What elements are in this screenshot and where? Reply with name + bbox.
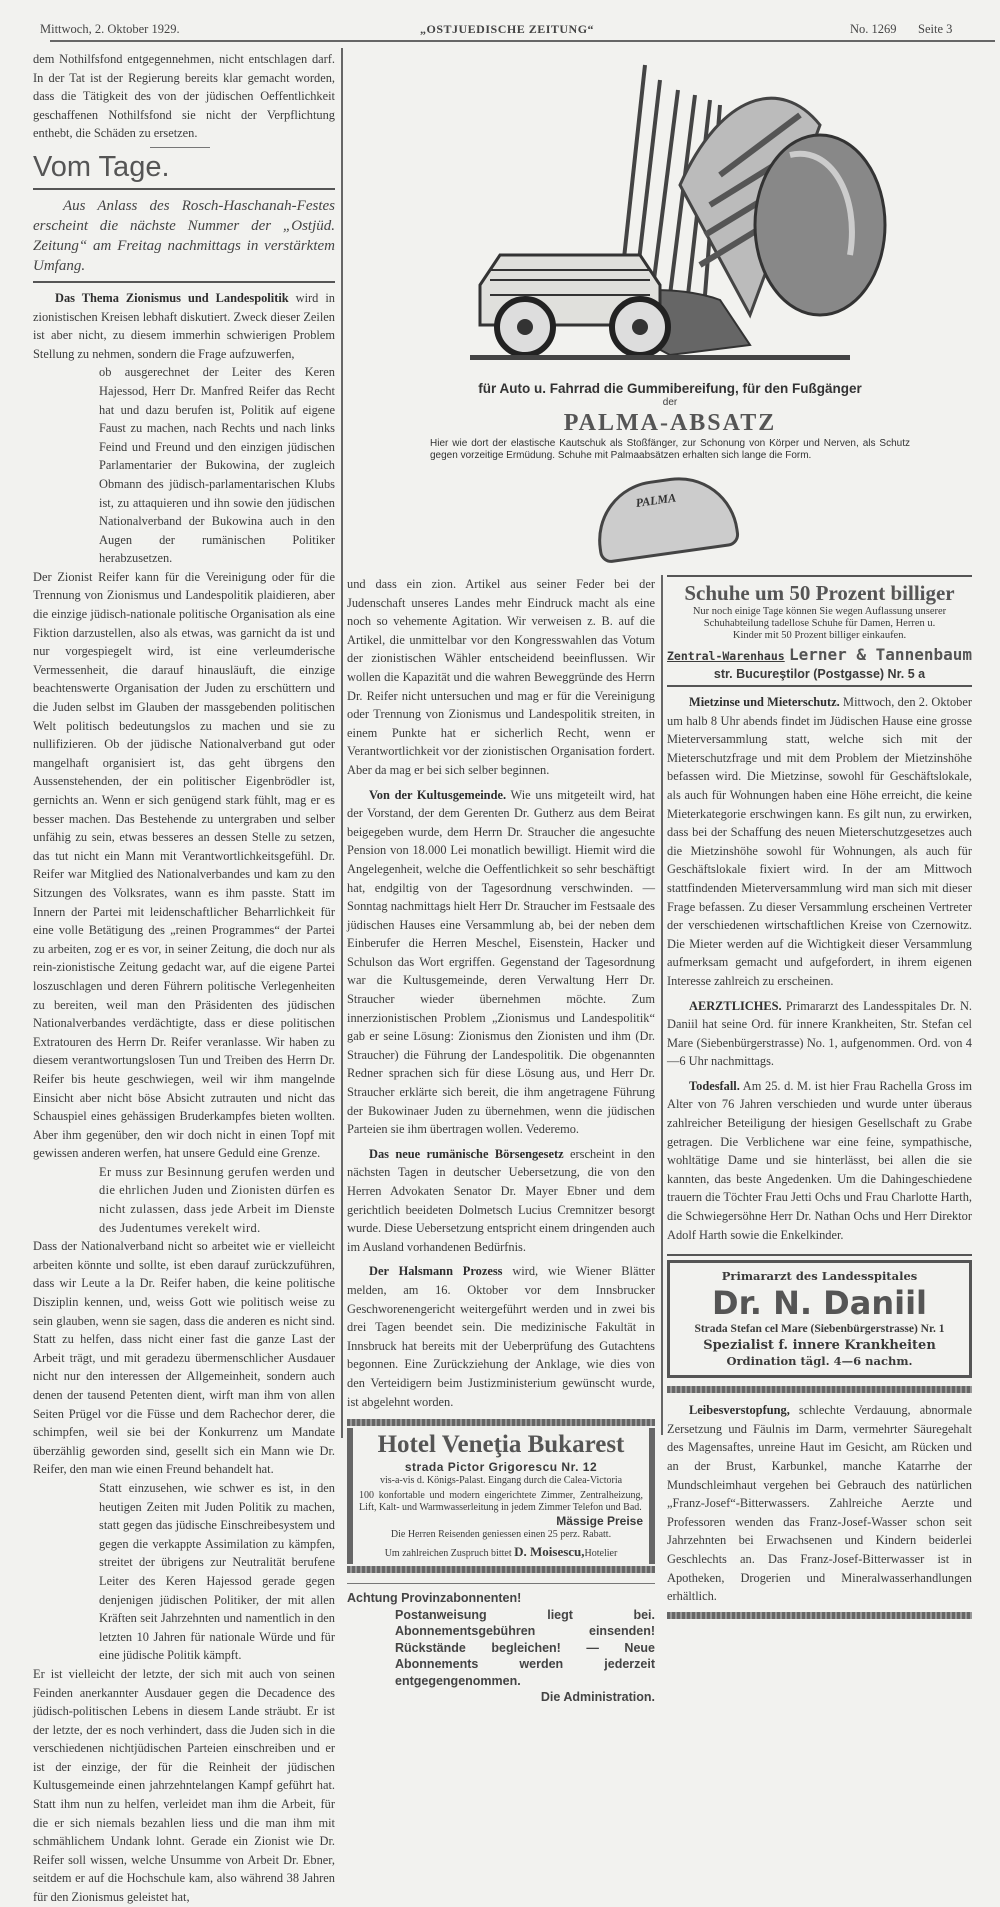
- store-name: Lerner & Tannenbaum: [788, 645, 972, 664]
- news-item: [667, 693, 972, 991]
- news-body: Wie uns mitgeteilt wird, hat der Vorstand, der dem Gerenten Dr. Gutherz aus dem Beirat beigegeben wurde, dem Herrn Dr. Straucher die angesuchte Pension von 18.000 Lei monatlich bewilligt. Hiemit wird die Angelegenheit, welche die Oeffentlichkeit so sehr beschäftigt hat, endgiltig von der Tagesordnung verschwinden. — Sonntag nachmittags hielt Herr Dr. Straucher im Festsaale des jüdischen Hauses eine Versammlung ab, bei der neben dem Einberufer die Herren Meschel, Eisenstein, Hacker und Schulson das Wort ergriffen. Gegenstand der Tagesordnung war die Kultusgemeinde, deren Verwaltung Herr Dr. Straucher wieder übernehmen möchte. Zum innerzionistischen Problem „Zionismus und Landespolitik“ gab er seine Lösung: Zionismus den Zionisten und ihm (Dr. Straucher) die Führung der Landespolitik. Die obgenannten Redner sprachen sich für diese Lösung aus, und Herr Dr. Straucher erklärte sich bereit, die ihm angetragene Führung der Bukowinaer Juden zu übernehmen, wenn die jüdischen Parteien sie ihm übertragen wollen. Vederemo.: [347, 787, 655, 1137]
- hotel-amenities: 100 konfortable und modern eingerichtete Zimmer, Zentralheizung, Lift, Kalt- und Warmwasserleitung in jedem Zimmer Telefon und Bad.: [359, 1490, 643, 1514]
- hotel-closing: Um zahlreichen Zuspruch bittet D. Moisescu,Hotelier: [384, 1544, 618, 1560]
- store-prefix: Zentral-Warenhaus: [667, 649, 785, 663]
- news-lead: Mietzinse und Mieterschutz.: [689, 695, 840, 709]
- bitter-body: schlechte Verdauung, abnormale Zersetzung und Fäulnis im Darm, vermehrter Säuregehalt des Magensaftes, unreine Haut im Gesicht, am Rücken und an der Brust, Karbunkel, manche Katarrhe der Mundschleimhaut vergehen bei Gebrauch des natürlichen „Franz-Josef“-Bitterwassers. Zahlreiche Aerzte und Professoren wenden das Franz-Josef-Wasser schon seit Jahrzehnten bei Erwachsenen und Kindern beiderlei Geschlechts an. Das Franz-Josef-Bitterwasser ist in Apotheken, Drogerien und Mineralwasserhandlungen erhältlich.: [667, 1403, 972, 1604]
- article-quote: ob ausgerechnet der Leiter des Keren Hajessod, Herr Dr. Manfred Reifer das Recht hat und dazu berufen ist, Politik auf eigene Faust zu machen, nach Rechts und nach links Feind und Freund und den einzigen jüdischen Parlamentarier der Bukowina, der zugleich Obmann des jüdisch-parlamentarischen Klubs ist, zu attaquieren und ihn sowie den jüdischen Nationalverband der Bukowina auch in den Augen der rumänischen Politiker herabzusetzen.: [99, 365, 335, 566]
- news-lead: Der Halsmann Prozess: [369, 1264, 503, 1279]
- daniil-line1: Primararzt des Landesspitales: [721, 1269, 918, 1284]
- news-body: Primararzt des Landesspitales Dr. N. Daniil hat seine Ord. für innere Krankheiten, Str. Stefan cel Mare (Siebenbürgerstrasse) No. 1, aufgenommen. Ord. von 4—6 Uhr nachmittags.: [667, 998, 972, 1069]
- continuation-paragraph: dem Nothilfsfond entgegennehmen, nicht entschlagen darf. In der Tat ist der Regierung bereits klar gemacht worden, dass die Tätigkeit des von der jüdischen Oeffentlichkeit geschaffenen Nothilfsfond sie nicht der Verpflichtung enthebt, die Schäden zu ersetzen.: [33, 52, 335, 141]
- newspaper-title: „OSTJUEDISCHE ZEITUNG“: [420, 22, 595, 36]
- news-item: [667, 997, 972, 1071]
- news-item: [347, 786, 655, 1139]
- article-paragraph: Er ist vielleicht der letzte, der sich mit auch von seinen Feinden anerkannter Ausdauer gegen die Decadence des jüdisch-politischen Lebens in diesem Lande sträubt. Er ist der letzte, der es noch verhindert, dass die Juden sich in die verschiedenen nichtjüdischen Parteien einschreiben und er ist der einzige, der für die Reinheit der jüdischen Kultusgemeinde einen jahrzehntelangen Kampf geführt hat. Statt ihm nun zu helfen, verleidet man ihm die Arbeit, für die er sich niemals bezahlen liess und die man ihm mit schmählichem Undank lohnt. Gerade ein Zionist wie Dr. Reifer soll wissen, welche Unsumme von Arbeit Dr. Ebner, seitdem er auf die Hochschule kam, also während 38 Jahren für den Zionismus geleistet hat,: [33, 1666, 335, 1905]
- ad-border: [347, 1566, 655, 1573]
- divider: [150, 147, 210, 148]
- car-and-shoe-illustration: [420, 55, 920, 380]
- hotel-location: vis-a-vis d. Königs-Palast. Eingang durch die Calea-Victoria: [379, 1475, 623, 1487]
- header-rule: [50, 40, 995, 42]
- bitterwasser-ad: [667, 1401, 972, 1606]
- news-body: Am 25. d. M. ist hier Frau Rachella Gross im Alter von 76 Jahren verschieden und wurde unter überaus zahlreicher Beteiligung der hiesigen Gesellschaft zu Grabe getragen. Die Verblichene war eine feine, sympathische, wohltätige Dame und sie hinterlässt, bei allen die sie kannten, das beste Angedenken. Um die Dahingeschiedene trauern die Töchter Frau Jetti Ochs und Frau Charlotte Harth, die Schwiegersöhne Herr Dr. Nathan Ochs und Herr Direktor Adolf Harth sowie die Enkelkinder.: [667, 1078, 972, 1242]
- article-paragraph: Dass der Nationalverband nicht so arbeitet wie er vielleicht arbeiten könnte und sollte, ist eben darauf zurückzuführen, dass wir Leute a la Dr. Reifer haben, die keine politische Disziplin kennen, und, weiss Gott wie politisch weise zu sein glauben, wenn sie sagen, dass die anderen es nicht sind. Statt zu helfen, dass nicht einer fast die ganze Last der Arbeit trägt, und mit geradezu übermenschlicher Ausdauer nicht nur den interessen der Allgemeinheit, sondern auch denen der tausend Petenten dient, wirft man ihm von allen Seiten Prügel vor die Füsse und dem Rachechor derer, die schimpfen, weil sie bei der Konkurrenz um Mandate überzählig geworden sind, gesellt sich ein Mann wie Dr. Reifer, den man wie einen Freund behandelt hat.: [33, 1239, 335, 1477]
- palma-brand: PALMA-ABSATZ: [563, 410, 777, 436]
- hotel-title: Hotel Veneţia Bukarest: [377, 1431, 625, 1459]
- article-zionismus: [33, 289, 335, 1907]
- ad-rule: [667, 685, 972, 687]
- ad-border: [347, 1419, 655, 1426]
- middle-column-news: [347, 575, 655, 1411]
- section-title: Vom Tage.: [33, 150, 170, 183]
- hotel-address: strada Pictor Grigorescu Nr. 12: [404, 1460, 598, 1475]
- news-item: [347, 1262, 655, 1411]
- news-body: Mittwoch, den 2. Oktober um halb 8 Uhr abends findet im Jüdischen Hause eine grosse Mieterversammlung statt, welche sich mit der Mieterschutzfrage und mit dem Problem der Mietzinshöhe befassen wird. Die Mietzinse, sowohl für Geschäftslokale, als auch für Wohnungen haben eine Höhe erreicht, die keine Mieterkategorie erschwingen kann. Es gilt nun, zu erwirken, dass bei der Schaffung des neuen Mieterschutzgesetzes auch die Mietzinshöhe sowohl für Wohnungen, als auch für Geschäftslokale fixiert wird. In der am Mittwoch stattfindenden Mieterversammlung wird man sich mit dieser Frage befassen. Zu dieser Versammlung erscheinen Vertreter der verschiedenen wirtschaftlichen Kreise von Czernowitz. Die Mieter werden auf die Wichtigkeit dieser Versammlung aufmerksam gemacht und aufgefordert, in ihrem eigenen Interesse zahlreich zu erscheinen.: [667, 695, 972, 988]
- palma-der: der: [662, 397, 678, 408]
- palma-heel-icon: [590, 470, 740, 565]
- daniil-advertisement: [667, 1260, 972, 1378]
- hotel-advertisement: [347, 1428, 655, 1564]
- news-lead: Das neue rumänische Börsengesetz: [369, 1146, 564, 1161]
- subscriber-notice-title: Achtung Provinzabonnenten!: [347, 1591, 522, 1606]
- news-item: [667, 1077, 972, 1244]
- palma-headline: für Auto u. Fahrrad die Gummibereifung, für den Fußgänger: [478, 381, 862, 396]
- issue-number: No. 1269: [850, 22, 897, 36]
- news-body: wird, wie Wiener Blätter melden, am 16. Oktober vor dem Innsbrucker Geschworenengericht weitergeführt werden und in zwei bis drei Tagen beendet sein. Die medizinische Fakultät in Innsbruck hat bereits mit der Ueberprüfung des Gutachtens begonnen. Eine Zurückziehung der Anklage, wie dies von den Verteidigern beim Justizministerium gewünscht wurde, ist abgelehnt worden.: [347, 1264, 655, 1409]
- middle-column: [347, 575, 655, 1706]
- shoe-ad-body: Nur noch einige Tage können Sie wegen Auflassung unserer Schuhabteilung tadellose Schuhe für Damen, Herren u. Kinder mit 50 Prozent billiger einkaufen.: [692, 606, 947, 641]
- column-divider: [661, 575, 663, 1435]
- daniil-specialty: Spezialist f. innere Krankheiten: [703, 1338, 936, 1354]
- news-lead: Todesfall.: [689, 1078, 740, 1093]
- article-quote: Statt einzusehen, wie schwer es ist, in den heutigen Zeiten mit Juden Politik zu machen, statt gegen das jüdische Einschreibesystem und gegen die verkappte Assimilation zu kämpfen, streitet der übrigens zur Neutralität berufene Leiter des Keren Hajessod gerade gegen denjenigen jüdischen Politiker, der mit allen Kräften seit Jahrzehnten und namentlich in den letzten 10 Jahren für nationale Würde und für eine jüdische Politik kämpft.: [99, 1480, 335, 1663]
- shoe-ad-title: Schuhe um 50 Prozent billiger: [684, 581, 955, 605]
- article-paragraph: wird in zionistischen Kreisen lebhaft diskutiert. Zweck dieser Zeilen ist aber nicht, zu diesem immerhin schwierigen Problem Stellung zu nehmen, sondern die Frage aufzuwerfen,: [33, 290, 335, 361]
- left-column: [33, 50, 335, 1907]
- shoe-advertisement: [667, 577, 972, 685]
- daniil-address: Strada Stefan cel Mare (Siebenbürgerstrasse) Nr. 1: [694, 1323, 945, 1336]
- daniil-hours: Ordination tägl. 4—6 nachm.: [726, 1354, 913, 1369]
- right-column: [667, 575, 972, 1619]
- publication-notice: Aus Anlass des Rosch-Haschanah-Festes erscheint die nächste Nummer der „Ostjüd. Zeitung“ am Freitag nachmittags in verstärktem Umfang.: [33, 197, 335, 274]
- ad-border: [667, 1612, 972, 1619]
- palma-body: Hier wie dort der elastische Kautschuk als Stoßfänger, zur Schonung von Körper und Nerven, als Schutz gegen vorzeitige Ermüdung. Schuhe mit Palmaabsätzen erhalten sich lange die Form.: [430, 438, 910, 461]
- hotel-proprietor: D. Moisescu,: [514, 1544, 585, 1560]
- news-lead: Von der Kultusgemeinde.: [369, 787, 507, 802]
- column-divider: [341, 48, 343, 1438]
- issue-date: Mittwoch, 2. Oktober 1929.: [40, 22, 180, 36]
- hotel-prices: Mässige Preise: [556, 1514, 643, 1529]
- divider: [347, 1583, 655, 1584]
- palma-advertisement: [420, 55, 920, 555]
- section-rule: [33, 188, 335, 190]
- continuation-paragraph: und dass ein zion. Artikel aus seiner Feder bei der Judenschaft unseres Landes mehr Eindruck macht als eine noch so vehemente Agitation. Wir verweisen z. B. auf die Artikel, die unmittelbar vor den Kongresswahlen das Votum der zionistischen Wähler entscheidend beeinflussen. Wir wollen die Kapazität und die wahren Beweggründe des Herrn Dr. Reifer nicht untersuchen und mag er für die Vereinigung oder Trennung von Zionismus und Landespolitik streiten, in einem Punkte hat er sicherlich Recht, wenn er Verantwortlichkeit vor der zionistischen Organisation fordert. Aber da mag er bei sich selber beginnen.: [347, 577, 655, 777]
- ad-border: [667, 1386, 972, 1393]
- store-address: str. Bucureştilor (Postgasse) Nr. 5 a: [713, 667, 926, 681]
- daniil-name: Dr. N. Daniil: [712, 1284, 927, 1323]
- hotel-discount: Die Herren Reisenden geniessen einen 25 perz. Rabatt.: [390, 1529, 612, 1541]
- news-body: erscheint in den nächsten Tagen in deutscher Uebersetzung, die von den Herren Advokaten Senator Dr. Mayer Ebner und dem gerichtlich beeideten Dolmetsch Lucius Cremnitzer besorgt wurde. Diese Uebersetzung entspricht einem dringenden auch im Ausland vorhandenen Bedürfnis.: [347, 1146, 656, 1254]
- page-number: Seite 3: [918, 22, 953, 36]
- subscriber-notice-signature: Die Administration.: [540, 1690, 655, 1705]
- article-paragraph: Der Zionist Reifer kann für die Vereinigung oder für die Trennung von Zionismus und Landespolitik plaidieren, aber die einzige jüdisch-nationale politische Organisation als eine Fiktion darzustellen, also als etwas, was garnicht da ist und nur vorgespiegelt wird, ist eine verleumderische Vermessenheit, die darauf hinausläuft, die einzige beachtenswerte Organisation der Juden zu erschüttern und die Juden selbst im Glauben der massgebenden politischen Welt politisch bedeutungslos zu machen und sie zu nullifizieren. Ob der jüdische Nationalverband gut oder mangelhaft organisiert ist, das geht übrgens den Aussenstehenden, der ein politischer Eigenbrödler ist, gernichts an. Wenn er sich genügend stark fühlt, mag er es besser machen. Das Bestehende zu untergraben und selber unfähig zu sein, etwas besseres an dessen Stelle zu setzen, das tut nicht ein Mann mit Verantwortlichkeitsgefühl. Dr. Reifer war Mitglied des Nationalverbandes und kam zu den Sitzungen des Volksrates, wann es ihm passte. Statt im Innern der Partei mit leidenschaftlicher Beharrlichkeit für eine volle Betätigung des „reinen Programmes“ der Partei zu arbeiten, zog er es vor, in seiner Zeitung, die doch nur als rein-zionistische Zeitung gedacht war, auf die eigene Partei loszuschlagen und deren Führern politische Verlegenheiten zu bereiten, weil man den Präsidenten des jüdischen Nationalverbandes verdächtigte, dass er diese politischen Extratouren des Herrn Dr. Reifer veranlasse. Wir haben zu diesem verantwortungslosen Tun und Treiben des Herrn Dr. Reifer bis heute geschwiegen, weil wir ihm mangelnde Einsicht aber nicht böse Absicht zutrauten und nicht das Schauspiel eines gehässigen Bruderkampfes bieten wollten. Aber ihm gegenüber, den wir doch nicht in einen Topf mit gewissen anderen werfen, hat unsere Geduld eine Grenze.: [33, 569, 335, 1161]
- article-lead: Das Thema Zionismus und Landespolitik: [55, 290, 289, 305]
- news-lead: AERZTLICHES.: [689, 998, 782, 1013]
- subscriber-notice-body: Postanweisung liegt bei. Abonnementsgebühren einsenden! Rückstände begleichen! — Neue Abonnements werden jederzeit entgegengenommen.: [395, 1607, 655, 1688]
- news-item: [347, 1145, 655, 1257]
- ad-rule: [667, 1254, 972, 1256]
- article-quote: Er muss zur Besinnung gerufen werden und die ehrlichen Juden und Zionisten dürfen es nicht zulassen, dass jede Arbeit im Dienste des Judentumes verekelt wird.: [99, 1164, 335, 1235]
- heel-label: PALMA: [634, 490, 677, 510]
- section-rule: [33, 281, 335, 283]
- right-column-news: [667, 693, 972, 1244]
- bitter-lead: Leibesverstopfung,: [689, 1403, 790, 1418]
